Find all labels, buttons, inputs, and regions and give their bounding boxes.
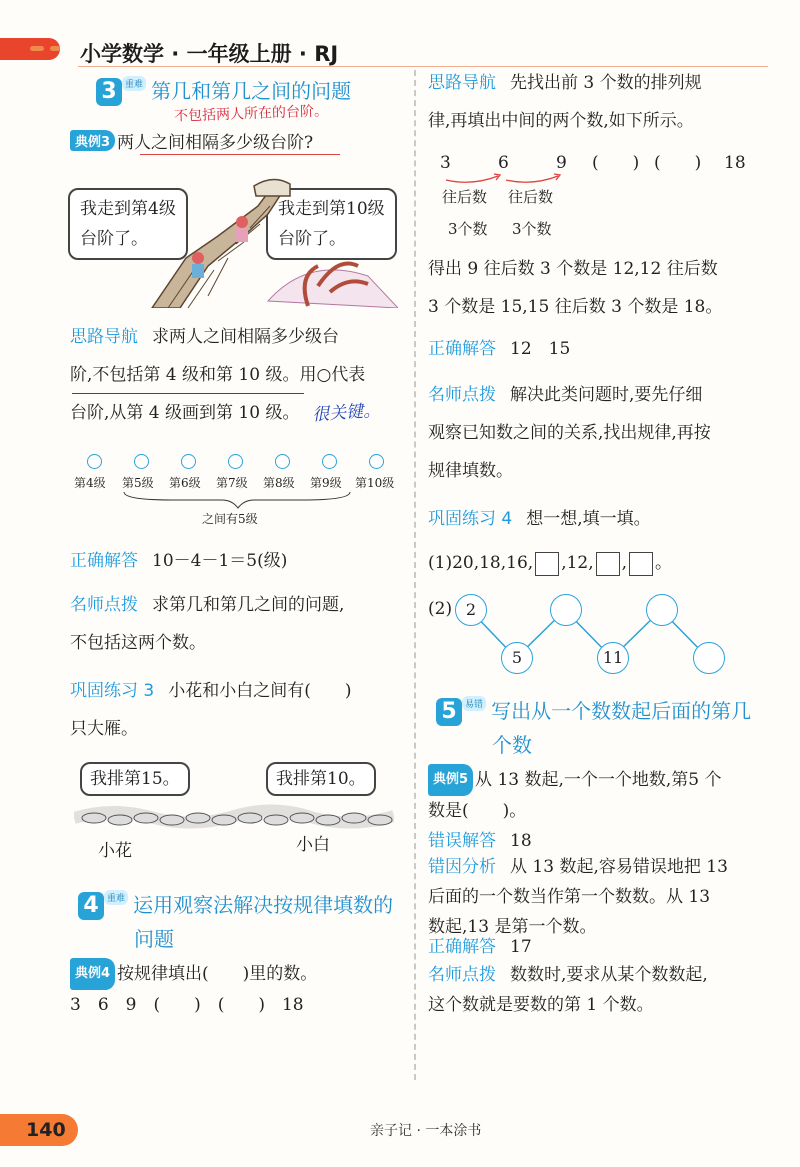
sec3-answer	[70, 542, 287, 580]
practice3-line: 只大雁。	[70, 719, 138, 739]
p1-blank-box[interactable]	[596, 552, 620, 576]
sec4-tag: 重难	[104, 890, 128, 905]
seq-item: ( )	[654, 153, 702, 173]
ex3-tag: 典例3	[70, 130, 115, 151]
page-number: 140	[0, 1114, 78, 1146]
geese-illustration	[74, 758, 394, 868]
sec3-guide-note: 很关键。	[311, 400, 381, 426]
arrow-count: 3个数	[448, 220, 488, 238]
sec5-tip-line: 数数时,要求从某个数数起,	[510, 965, 708, 985]
sec5-wrong-label: 错误解答	[428, 831, 496, 851]
seq-arrows	[432, 148, 592, 188]
zigzag-circle[interactable]	[693, 642, 725, 674]
step-circle	[322, 454, 337, 469]
sec3-guide-line: 阶,不包括第 4 级和第 10 级。用○代表	[70, 365, 366, 385]
sec5-heading	[436, 694, 776, 762]
ex4-question	[70, 958, 317, 990]
sec4-title: 问题	[134, 927, 174, 951]
sec5-badge: 5	[436, 698, 462, 726]
right-guide-line: 律,再填出中间的两个数,如下所示。	[428, 111, 694, 131]
sec3-answer-label: 正确解答	[70, 551, 138, 571]
sec5-title: 写出从一个数数起后面的第几	[491, 699, 752, 723]
column-divider	[414, 70, 416, 1080]
sec5-reason-line: 从 13 数起,容易错误地把 13	[510, 857, 728, 877]
bubble-xiaobai: 我排第10。	[266, 762, 376, 796]
sec5-title: 个数	[492, 733, 532, 757]
right-result-line: 3 个数是 15,15 往后数 3 个数是 18。	[428, 297, 723, 317]
blue-underline	[72, 393, 304, 395]
sec5-reason-line: 数起,13 是第一个数。	[428, 917, 597, 937]
seq-item: 18	[724, 153, 746, 173]
ex5-question-line: 数是( )。	[428, 801, 527, 821]
sec5-tip-line: 这个数就是要数的第 1 个数。	[428, 995, 654, 1015]
sec5-tip	[428, 960, 778, 1020]
stairs-drawing	[68, 166, 398, 308]
practice4-label: 巩固练习 4	[428, 509, 513, 529]
zigzag-circle: 11	[597, 642, 629, 674]
right-tip	[428, 376, 778, 490]
sec3-badge: 3	[96, 78, 122, 106]
sec5-answer-label: 正确解答	[428, 937, 496, 957]
sec3-title: 第几和第几之间的问题	[151, 79, 352, 103]
arrow-label: 往后数	[508, 188, 554, 206]
sec3-tag: 重难	[122, 76, 146, 91]
right-tip-line: 规律填数。	[428, 461, 513, 481]
red-underline	[140, 154, 340, 156]
p1-blank-box[interactable]	[535, 552, 559, 576]
ex5-question	[428, 764, 778, 826]
sec5-tag: 易错	[462, 696, 486, 711]
arrow-label: 往后数	[442, 188, 488, 206]
step-circle	[87, 454, 102, 469]
practice3	[70, 672, 352, 748]
step-circle	[134, 454, 149, 469]
ex3-question-text: 两人之间相隔多少级台阶?	[117, 133, 314, 153]
step-label: 第7级	[216, 476, 248, 490]
footer-brand: 亲子记 · 一本涂书	[370, 1123, 482, 1139]
bubble-xiaohua: 我排第15。	[80, 762, 190, 796]
geese-drawing	[74, 798, 394, 838]
seq-item: 6	[498, 153, 509, 173]
sec3-tip-line: 求第几和第几之间的问题,	[152, 595, 345, 615]
ex5-question-line: 从 13 数起,一个一个地数,第5 个	[475, 770, 722, 790]
right-tip-label: 名师点拨	[428, 385, 496, 405]
arrow-count: 3个数	[512, 220, 552, 238]
bubble-left-line: 台阶了。	[80, 229, 148, 249]
sec4-title: 运用观察法解决按规律填数的	[133, 893, 394, 917]
practice4-title: 想一想,填一填。	[526, 509, 651, 529]
header-title: 小学数学 · 一年级上册 · RJ	[80, 42, 339, 66]
right-guide-line: 先找出前 3 个数的排列规	[510, 73, 702, 93]
step-circle	[275, 454, 290, 469]
step-label: 第9级	[310, 476, 342, 490]
sec3-guide-line: 台阶,从第 4 级画到第 10 级。	[70, 403, 300, 423]
right-result-line: 得出 9 往后数 3 个数是 12,12 往后数	[428, 259, 718, 279]
p1-blank-box[interactable]	[629, 552, 653, 576]
zigzag-circle[interactable]	[550, 594, 582, 626]
practice4-part2	[428, 592, 778, 682]
right-answer-label: 正确解答	[428, 339, 496, 359]
right-tip-line: 解决此类问题时,要先仔细	[510, 385, 703, 405]
sec5-answer	[428, 932, 532, 962]
seq-item: ( )	[592, 153, 640, 173]
sec3-guide-line: 求两人之间相隔多少级台	[152, 327, 339, 347]
step-label: 第4级	[74, 476, 106, 490]
header-dash	[50, 46, 60, 51]
between-brace	[72, 490, 402, 510]
step-label: 第10级	[355, 476, 395, 490]
ex4-question-text: 按规律填出( )里的数。	[117, 964, 318, 984]
right-result	[428, 250, 778, 326]
p1-text: (1)20,18,16,	[428, 553, 534, 573]
zigzag-circle: 2	[455, 594, 487, 626]
label-xiaobai: 小白	[296, 835, 330, 855]
steps-diagram	[72, 454, 402, 530]
practice4-part1: (1)20,18,16, ,12, , 。	[428, 544, 672, 582]
seq-item: 9	[556, 153, 567, 173]
sec5-answer-value: 17	[510, 937, 532, 957]
step-label: 第5级	[122, 476, 154, 490]
sec3-tip-label: 名师点拨	[70, 595, 138, 615]
step-label: 第6级	[169, 476, 201, 490]
stairs-illustration	[68, 166, 398, 308]
seq-item: 3	[440, 153, 451, 173]
step-label: 第8级	[263, 476, 295, 490]
zigzag-circle: 5	[501, 642, 533, 674]
sec5-reason-label: 错因分析	[428, 857, 496, 877]
sec3-tip-line: 不包括这两个数。	[70, 633, 206, 653]
between-label: 之间有5级	[202, 512, 258, 526]
p2-label: (2)	[428, 599, 453, 619]
step-circle	[369, 454, 384, 469]
ex5-tag: 典例5	[428, 764, 473, 796]
practice3-line: 小花和小白之间有( )	[168, 681, 352, 701]
ex4-sequence: 3 6 9 ( ) ( ) 18	[70, 995, 304, 1015]
sec4-heading	[78, 888, 408, 956]
right-guide	[428, 64, 778, 140]
bubble-right-line: 台阶了。	[278, 229, 346, 249]
right-answer-value: 12 15	[510, 339, 571, 359]
right-guide-label: 思路导航	[428, 73, 496, 93]
zigzag-circle[interactable]	[646, 594, 678, 626]
step-circle	[181, 454, 196, 469]
p1-text: ,12,	[561, 553, 594, 573]
sec5-reason-line: 后面的一个数当作第一个数数。从 13	[428, 887, 711, 907]
sec3-guide-label: 思路导航	[70, 327, 138, 347]
step-circle	[228, 454, 243, 469]
sec5-reason	[428, 852, 778, 942]
sec3-answer-value: 10－4－1＝5(级)	[152, 551, 288, 571]
bubble-right-line: 我走到第10级	[278, 199, 385, 219]
right-tip-line: 观察已知数之间的关系,找出规律,再按	[428, 423, 711, 443]
ex4-tag: 典例4	[70, 958, 115, 990]
right-answer	[428, 330, 570, 368]
right-sequence-diagram	[432, 148, 772, 248]
sec3-handwritten-note: 不包括两人所在的台阶。	[173, 103, 329, 125]
label-xiaohua: 小花	[98, 841, 132, 861]
header-dash	[30, 46, 44, 51]
practice4	[428, 500, 651, 538]
sec3-tip	[70, 586, 344, 662]
sec5-wrong-value: 18	[510, 831, 532, 851]
practice3-label: 巩固练习 3	[70, 681, 155, 701]
sec5-tip-label: 名师点拨	[428, 965, 496, 985]
p1-text: 。	[655, 553, 673, 573]
sec4-badge: 4	[78, 892, 104, 920]
bubble-left-line: 我走到第4级	[80, 199, 176, 219]
